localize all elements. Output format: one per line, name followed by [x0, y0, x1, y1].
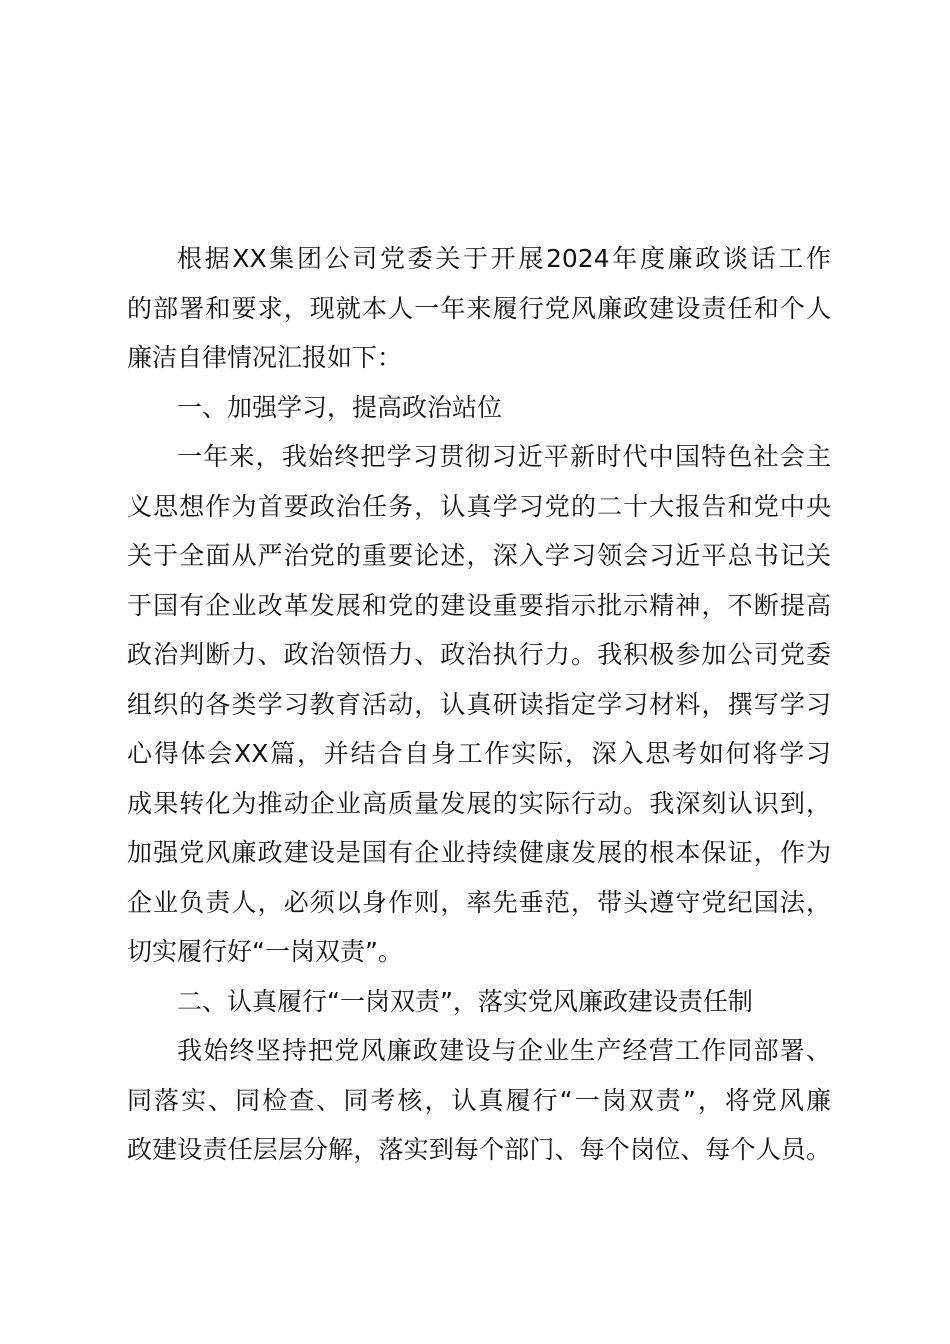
- text-line: 义思想作为首要政治任务，认真学习党的二十大报告和党中央: [127, 491, 831, 521]
- paragraph-section-2: [127, 1026, 831, 1175]
- text-line: 政建设责任层层分解，落实到每个部门、每个岗位、每个人员。: [127, 1135, 831, 1164]
- section-heading-1: [127, 383, 831, 433]
- heading-line: 二、认真履行“一岗双责”，落实党风廉政建设责任制: [177, 986, 753, 1016]
- text-line: 的部署和要求，现就本人一年来履行党风廉政建设责任和个人: [127, 293, 831, 323]
- text-line: 切实履行好“一岗双责”。: [127, 937, 403, 966]
- text-line: 我始终坚持把党风廉政建设与企业生产经营工作同部署、: [177, 1036, 831, 1065]
- text-line: 成果转化为推动企业高质量发展的实际行动。我深刻认识到，: [127, 788, 831, 818]
- text-line: 同落实、同检查、同考核，认真履行“一岗双责”，将党风廉: [127, 1085, 831, 1115]
- text-line: 组织的各类学习教育活动，认真研读指定学习材料，撰写学习: [127, 689, 831, 719]
- section-heading-2: [127, 977, 831, 1027]
- heading-line: 一、加强学习，提高政治站位: [177, 392, 503, 422]
- paragraph-intro: [127, 234, 831, 383]
- text-line: 一年来，我始终把学习贯彻习近平新时代中国特色社会主: [177, 442, 831, 471]
- text-line: 加强党风廉政建设是国有企业持续健康发展的根本保证，作为: [127, 838, 831, 867]
- text-line: 心得体会XX篇，并结合自身工作实际，深入思考如何将学习: [127, 739, 831, 768]
- document-body: [127, 234, 831, 1175]
- text-line: 企业负责人，必须以身作则，率先垂范，带头遵守党纪国法，: [127, 887, 831, 917]
- text-line: 廉洁自律情况汇报如下：: [127, 343, 403, 372]
- text-line: 关于全面从严治党的重要论述，深入学习领会习近平总书记关: [127, 541, 831, 570]
- paragraph-section-1: [127, 432, 831, 977]
- text-line: 政治判断力、政治领悟力、政治执行力。我积极参加公司党委: [127, 640, 831, 669]
- text-line: 于国有企业改革发展和党的建设重要指示批示精神，不断提高: [127, 590, 831, 620]
- text-line: 根据XX集团公司党委关于开展2024年度廉政谈话工作: [177, 244, 831, 273]
